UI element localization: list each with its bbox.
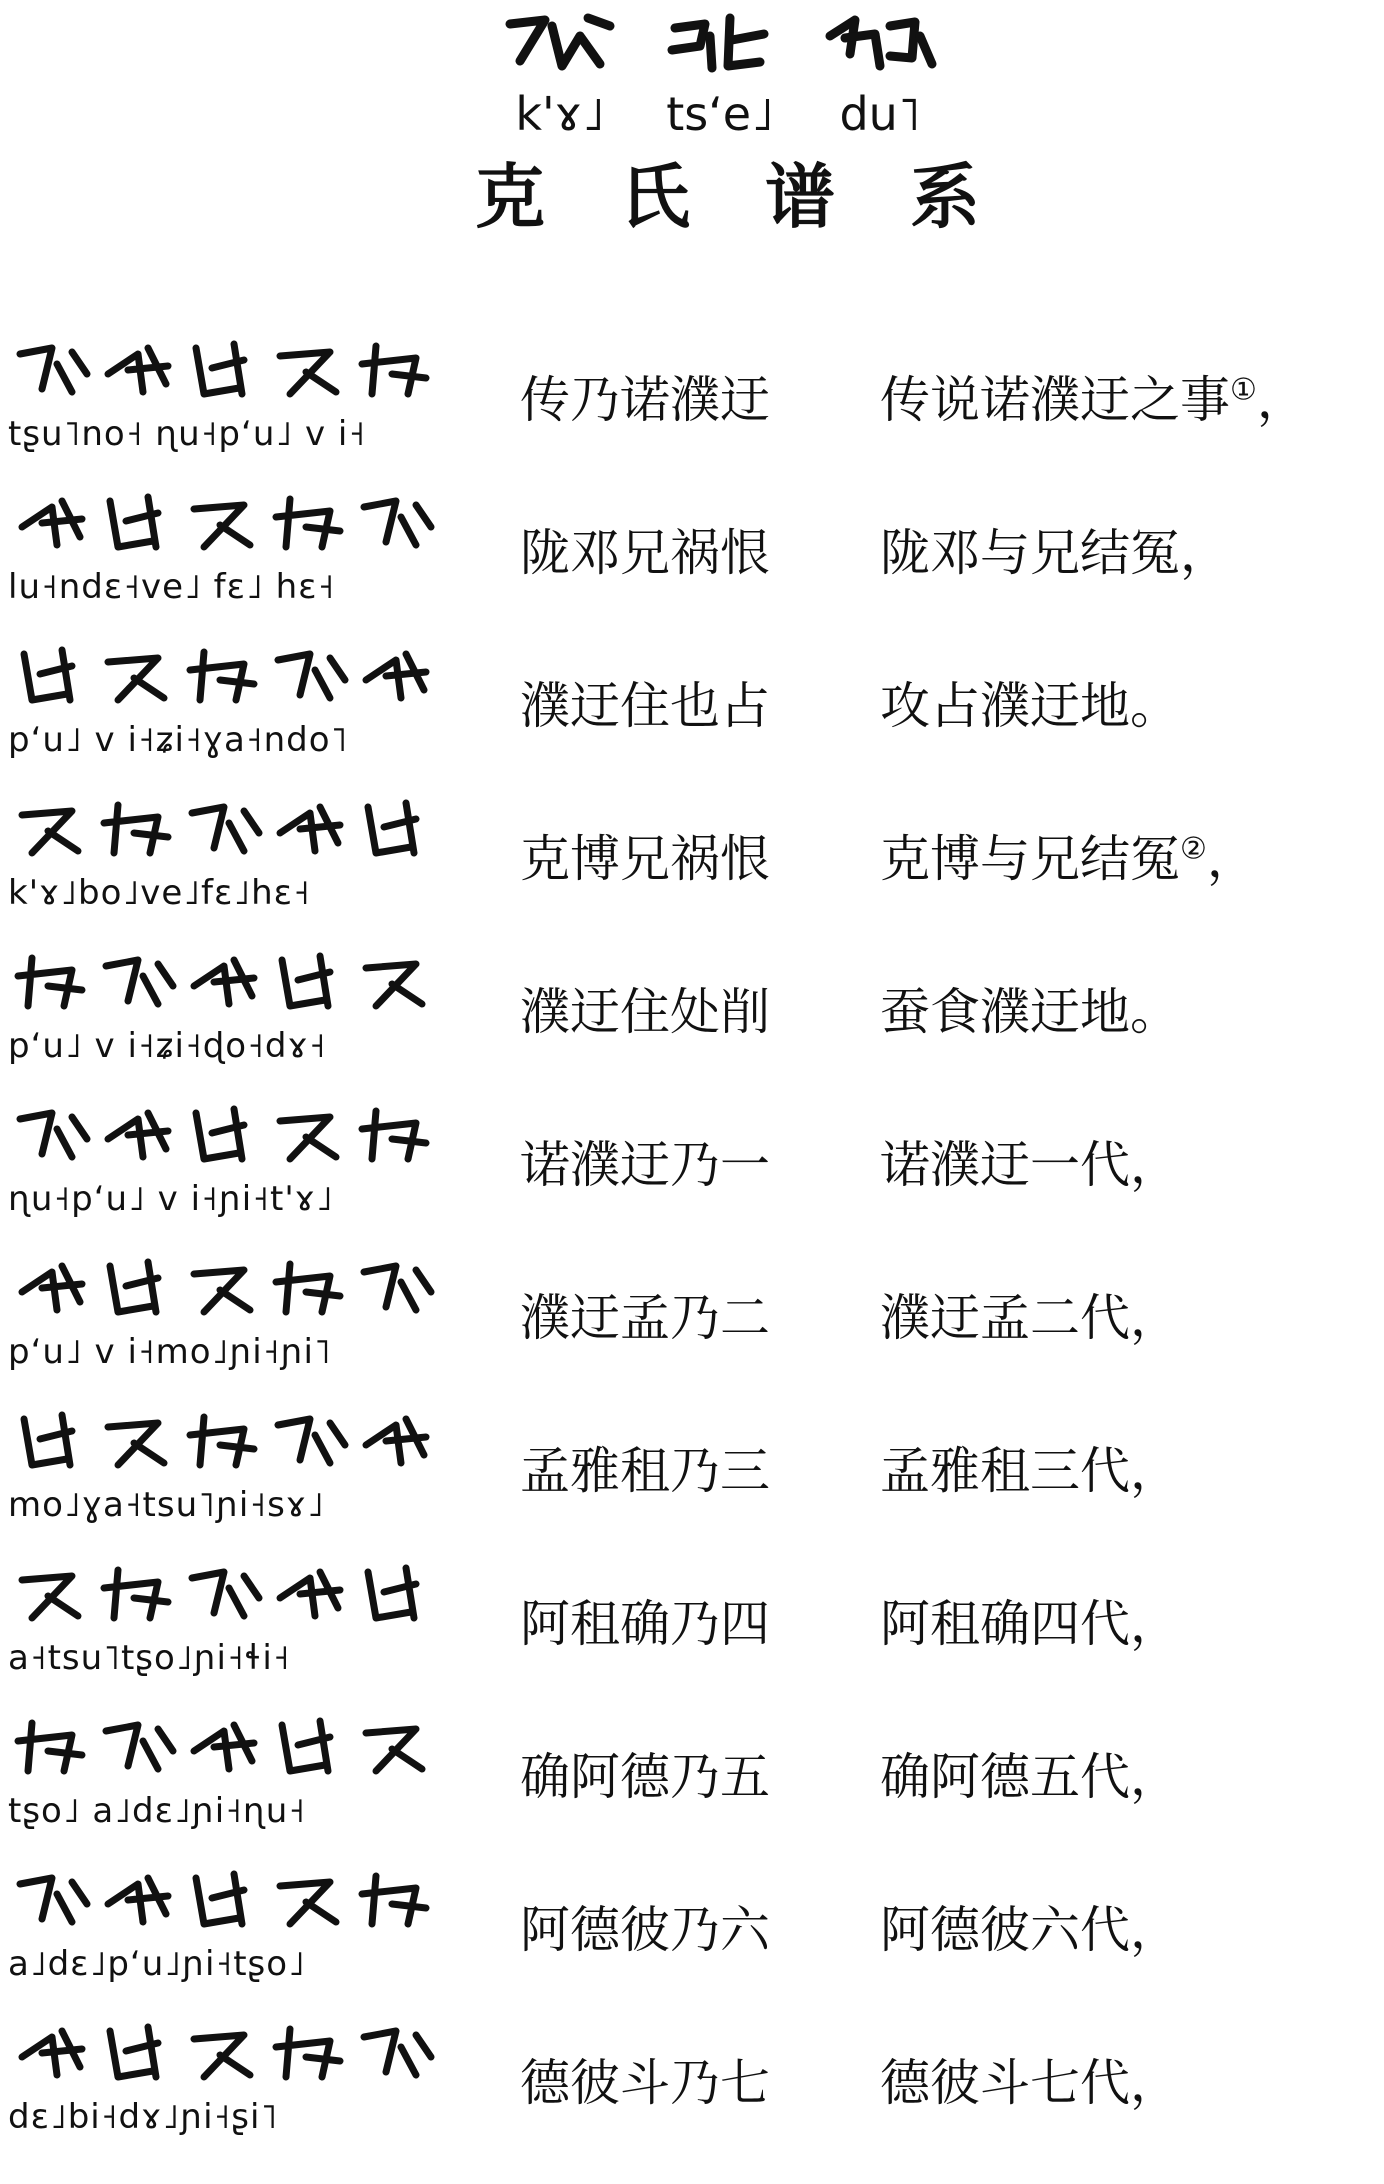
genealogy-row	[0, 1401, 1384, 1554]
chinese-title-char: 谱	[765, 156, 835, 238]
meaning-text: 诺濮迂一代	[880, 1136, 1130, 1194]
yi-glyph	[106, 1725, 173, 1769]
yi-glyph	[362, 346, 426, 394]
yi-script-line	[8, 942, 448, 1092]
phonetic-line: mo˩ɣa˧tsu˥ɲi˧sɤ˩	[8, 1485, 325, 1525]
yi-glyph	[108, 658, 164, 700]
punctuation: 。	[1130, 677, 1180, 735]
transliteration-line: 诺濮迂乃一	[520, 1136, 770, 1194]
yi-script-line	[8, 1707, 448, 1857]
yi-glyph	[22, 811, 78, 853]
yi-glyph	[110, 2027, 158, 2077]
yi-glyph	[276, 2029, 340, 2077]
yi-script-glyphs	[8, 1095, 448, 1173]
yi-script-glyphs	[8, 1707, 448, 1785]
meaning-line	[880, 360, 1360, 440]
meaning-line	[880, 1125, 1360, 1205]
yi-glyph	[196, 344, 244, 394]
genealogy-row	[0, 1554, 1384, 1707]
phonetic-line: pʻu˩ v i˧ʑi˧ɣa˧ndo˥	[8, 720, 349, 760]
yi-script-line	[8, 1554, 448, 1704]
yi-glyph	[366, 1729, 422, 1771]
yi-glyph	[364, 1266, 431, 1310]
punctuation: 。	[1130, 983, 1180, 1041]
chinese-title	[0, 152, 1384, 242]
punctuation: ，	[1256, 371, 1307, 429]
yi-title-glyph	[660, 6, 780, 86]
punctuation: ，	[1206, 830, 1257, 888]
yi-script-glyphs	[8, 2013, 448, 2091]
meaning-text: 攻占濮迂地	[880, 677, 1130, 735]
phonetic-line: k'ɤ˩bo˩ve˩fɛ˩hɛ˧	[8, 873, 311, 913]
meaning-line	[880, 1431, 1360, 1511]
meaning-text: 蚕食濮迂地	[880, 983, 1130, 1041]
punctuation: ，	[1130, 1748, 1180, 1806]
transliteration-line: 传乃诺濮迂	[520, 371, 770, 429]
yi-script-glyphs	[8, 636, 448, 714]
yi-glyph	[190, 652, 254, 700]
meaning-line	[880, 972, 1360, 1052]
chinese-title-char: 系	[910, 156, 980, 238]
yi-glyph	[276, 499, 340, 547]
transliteration-line: 孟雅租乃三	[520, 1442, 770, 1500]
yi-glyph	[194, 960, 254, 1004]
yi-glyph	[368, 1568, 416, 1618]
genealogy-row	[0, 636, 1384, 789]
yi-title-glyph	[500, 6, 620, 86]
yi-script-glyphs	[8, 1401, 448, 1479]
yi-glyph	[278, 654, 345, 698]
yi-glyph	[104, 1570, 168, 1618]
yi-glyph	[280, 352, 336, 394]
genealogy-row	[0, 789, 1384, 942]
yi-glyph	[194, 2035, 250, 2077]
yi-glyph	[108, 1113, 168, 1157]
phonetic-line: tʂu˥no˧ ɳu˧pʻu˩ v i˧	[8, 414, 367, 454]
meaning-text: 传说诺濮迂之事	[880, 371, 1230, 429]
transliteration-line: 濮迂住处削	[520, 983, 770, 1041]
yi-script-glyphs	[8, 1860, 448, 1938]
transliteration-line: 濮迂住也占	[520, 677, 770, 735]
yi-script-line	[8, 1401, 448, 1551]
meaning-text: 孟雅租三代	[880, 1442, 1130, 1500]
phonetic-title-word: du˥	[839, 87, 921, 141]
yi-script-line	[8, 636, 448, 786]
phonetic-title-word: k'ɤ˩	[515, 87, 605, 141]
yi-glyph	[190, 1417, 254, 1465]
meaning-line	[880, 2043, 1360, 2123]
yi-script-line	[8, 2013, 448, 2163]
phonetic-title-word: tsʻe˩	[666, 87, 774, 141]
yi-glyph	[24, 650, 72, 700]
phonetic-line: pʻu˩ v i˧mo˩ɲi˧ɲi˥	[8, 1332, 332, 1372]
meaning-line	[880, 819, 1360, 899]
genealogy-row	[0, 1707, 1384, 1860]
yi-script-glyphs	[8, 789, 448, 867]
meaning-line	[880, 1584, 1360, 1664]
yi-glyph	[276, 1264, 340, 1312]
yi-glyph	[362, 1111, 426, 1159]
yi-glyph	[20, 1878, 87, 1922]
yi-glyph	[106, 960, 173, 1004]
genealogy-row	[0, 483, 1384, 636]
meaning-line	[880, 513, 1360, 593]
punctuation: ，	[1130, 1595, 1180, 1653]
yi-glyph	[20, 348, 87, 392]
phonetic-line: pʻu˩ v i˧ʑi˧ɖo˧dɤ˧	[8, 1026, 327, 1066]
footnote-marker[interactable]: ①	[1230, 372, 1257, 408]
phonetic-title	[0, 86, 1384, 142]
genealogy-row	[0, 330, 1384, 483]
chinese-title-char: 氏	[620, 156, 690, 238]
meaning-text: 克博与兄结冤	[880, 830, 1180, 888]
yi-glyph	[282, 956, 330, 1006]
punctuation: ，	[1130, 1442, 1180, 1500]
yi-glyph	[192, 1572, 259, 1616]
yi-glyph	[362, 1876, 426, 1924]
yi-glyph	[196, 1874, 244, 1924]
phonetic-line: lu˧ndɛ˧ve˩ fɛ˩ hɛ˧	[8, 567, 336, 607]
yi-glyph	[282, 1721, 330, 1771]
meaning-line	[880, 1278, 1360, 1358]
yi-script-line	[8, 1248, 448, 1398]
meaning-line	[880, 1737, 1360, 1817]
yi-script-glyphs	[8, 1554, 448, 1632]
phonetic-line: tʂo˩ a˩dɛ˩ɲi˧ɳu˧	[8, 1791, 307, 1831]
yi-script-glyphs	[8, 1248, 448, 1326]
transliteration-line: 克博兄祸恨	[520, 830, 770, 888]
yi-script-glyphs	[8, 483, 448, 561]
yi-title-glyph	[820, 6, 940, 86]
yi-script-line	[8, 1095, 448, 1245]
yi-glyph	[24, 1415, 72, 1465]
yi-script-line	[8, 789, 448, 939]
yi-script-title	[0, 6, 1384, 86]
yi-glyph	[364, 2031, 431, 2075]
transliteration-line: 阿租确乃四	[520, 1595, 770, 1653]
genealogy-row	[0, 1860, 1384, 2013]
chinese-title-char: 克	[475, 156, 545, 238]
yi-glyph	[280, 1572, 340, 1616]
yi-glyph	[110, 497, 158, 547]
title-block	[0, 0, 1384, 250]
punctuation: ，	[1180, 524, 1230, 582]
yi-glyph	[108, 1878, 168, 1922]
meaning-text: 濮迂孟二代	[880, 1289, 1130, 1347]
meaning-line	[880, 666, 1360, 746]
transliteration-line: 濮迂孟乃二	[520, 1289, 770, 1347]
punctuation: ，	[1130, 1289, 1180, 1347]
punctuation: ，	[1130, 1136, 1180, 1194]
transliteration-line: 陇邓兄祸恨	[520, 524, 770, 582]
yi-glyph	[18, 1723, 82, 1771]
footnote-marker[interactable]: ②	[1180, 831, 1207, 867]
yi-glyph	[280, 1117, 336, 1159]
punctuation: ，	[1130, 2054, 1180, 2112]
yi-glyph	[278, 1419, 345, 1463]
yi-glyph	[194, 1725, 254, 1769]
yi-glyph	[104, 805, 168, 853]
yi-script-glyphs	[8, 330, 448, 408]
phonetic-line: dɛ˩bi˧dɤ˩ɲi˧ʂi˥	[8, 2097, 279, 2137]
yi-glyph	[192, 807, 259, 851]
yi-glyph	[366, 964, 422, 1006]
yi-glyph	[194, 1270, 250, 1312]
meaning-text: 阿德彼六代	[880, 1901, 1130, 1959]
phonetic-line: a˩dɛ˩pʻu˩ɲi˧tʂo˩	[8, 1944, 306, 1984]
yi-glyph	[108, 348, 168, 392]
yi-glyph	[22, 501, 82, 545]
transliteration-line: 确阿德乃五	[520, 1748, 770, 1806]
phonetic-line: a˧tsu˥tʂo˩ɲi˧ɬi˧	[8, 1638, 291, 1678]
yi-glyph	[366, 654, 426, 698]
yi-glyph	[196, 1109, 244, 1159]
transliteration-line: 德彼斗乃七	[520, 2054, 770, 2112]
yi-glyph	[368, 803, 416, 853]
meaning-text: 阿租确四代	[880, 1595, 1130, 1653]
yi-glyph	[18, 958, 82, 1006]
yi-glyph	[108, 1423, 164, 1465]
yi-script-line	[8, 483, 448, 633]
yi-glyph	[280, 1882, 336, 1924]
yi-script-line	[8, 330, 448, 480]
meaning-text: 陇邓与兄结冤	[880, 524, 1180, 582]
yi-glyph	[22, 1576, 78, 1618]
yi-glyph	[366, 1419, 426, 1463]
yi-glyph	[22, 2031, 82, 2075]
genealogy-row	[0, 942, 1384, 1095]
meaning-line	[880, 1890, 1360, 1970]
yi-script-glyphs	[8, 942, 448, 1020]
transliteration-line: 阿德彼乃六	[520, 1901, 770, 1959]
meaning-text: 德彼斗七代	[880, 2054, 1130, 2112]
yi-glyph	[364, 501, 431, 545]
meaning-text: 确阿德五代	[880, 1748, 1130, 1806]
phonetic-line: ɳu˧pʻu˩ v i˧ɲi˧t'ɤ˩	[8, 1179, 334, 1219]
yi-glyph	[20, 1113, 87, 1157]
genealogy-row	[0, 1248, 1384, 1401]
yi-glyph	[22, 1266, 82, 1310]
yi-glyph	[110, 1262, 158, 1312]
yi-glyph	[194, 505, 250, 547]
yi-script-line	[8, 1860, 448, 2010]
genealogy-row	[0, 2013, 1384, 2166]
genealogy-row	[0, 1095, 1384, 1248]
punctuation: ，	[1130, 1901, 1180, 1959]
yi-glyph	[280, 807, 340, 851]
